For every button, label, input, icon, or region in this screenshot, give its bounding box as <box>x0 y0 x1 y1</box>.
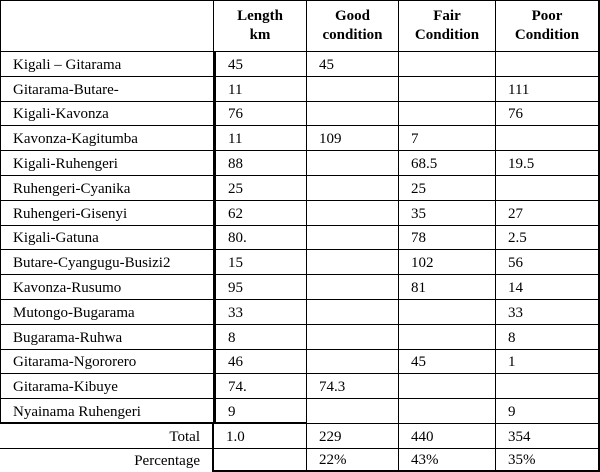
cell-fair: 7 <box>399 126 496 151</box>
cell-poor: 33 <box>496 300 600 325</box>
header-good <box>307 0 399 52</box>
header-poor-word: Poor <box>531 8 563 24</box>
cell-good <box>307 176 399 201</box>
header-blank <box>0 0 214 52</box>
cell-length: 74. <box>214 374 307 399</box>
cell-length: 11 <box>214 126 307 151</box>
cell-poor: 56 <box>496 250 600 275</box>
total-length: 1.0 <box>214 424 307 449</box>
cell-poor: 14 <box>496 275 600 300</box>
cell-poor <box>496 176 600 201</box>
cell-good <box>307 300 399 325</box>
cell-fair: 68.5 <box>399 151 496 176</box>
cell-poor: 1 <box>496 350 600 375</box>
cell-good <box>307 275 399 300</box>
cell-poor <box>496 374 600 399</box>
road-name: Mutongo-Bugarama <box>0 300 214 325</box>
road-name: Kavonza-Rusumo <box>0 275 214 300</box>
header-poor-word: Condition <box>514 27 580 43</box>
road-name: Gitarama-Kibuye <box>0 374 214 399</box>
cell-length: 88 <box>214 151 307 176</box>
cell-good <box>307 250 399 275</box>
cell-length: 80. <box>214 226 307 251</box>
cell-length: 33 <box>214 300 307 325</box>
cell-fair <box>399 52 496 77</box>
header-good-word: condition <box>322 27 383 43</box>
cell-good <box>307 102 399 127</box>
cell-length: 11 <box>214 77 307 102</box>
cell-good <box>307 151 399 176</box>
cell-poor <box>496 126 600 151</box>
total-good: 229 <box>307 424 399 449</box>
cell-length: 76 <box>214 102 307 127</box>
percentage-poor: 35% <box>496 449 600 472</box>
cell-good <box>307 325 399 350</box>
cell-good <box>307 350 399 375</box>
cell-length: 45 <box>214 52 307 77</box>
cell-fair <box>399 300 496 325</box>
road-name: Gitarama-Butare- <box>0 77 214 102</box>
cell-fair: 35 <box>399 201 496 226</box>
header-fair <box>399 0 496 52</box>
road-name: Kigali-Kavonza <box>0 102 214 127</box>
cell-poor: 27 <box>496 201 600 226</box>
header-length-word: Length <box>237 8 283 24</box>
cell-fair <box>399 102 496 127</box>
header-fair-word: Fair <box>433 8 461 24</box>
road-name: Bugarama-Ruhwa <box>0 325 214 350</box>
cell-fair: 45 <box>399 350 496 375</box>
total-poor: 354 <box>496 424 600 449</box>
cell-good <box>307 226 399 251</box>
cell-good: 45 <box>307 52 399 77</box>
cell-length: 95 <box>214 275 307 300</box>
cell-fair <box>399 77 496 102</box>
percentage-fair: 43% <box>399 449 496 472</box>
header-good-word: Good <box>334 8 370 24</box>
road-name: Kavonza-Kagitumba <box>0 126 214 151</box>
header-fair-word: Condition <box>414 27 480 43</box>
cell-fair: 102 <box>399 250 496 275</box>
cell-length: 62 <box>214 201 307 226</box>
percentage-label: Percentage <box>0 449 214 472</box>
cell-fair: 81 <box>399 275 496 300</box>
road-name: Gitarama-Ngororero <box>0 350 214 375</box>
cell-fair <box>399 374 496 399</box>
cell-poor: 2.5 <box>496 226 600 251</box>
cell-length: 25 <box>214 176 307 201</box>
road-name: Nyainama Ruhengeri <box>0 399 214 424</box>
cell-poor: 8 <box>496 325 600 350</box>
cell-length: 46 <box>214 350 307 375</box>
cell-poor: 9 <box>496 399 600 424</box>
road-name: Butare-Cyangugu-Busizi2 <box>0 250 214 275</box>
cell-poor: 19.5 <box>496 151 600 176</box>
cell-good <box>307 201 399 226</box>
total-label: Total <box>0 424 214 449</box>
cell-fair: 25 <box>399 176 496 201</box>
road-name: Kigali – Gitarama <box>0 52 214 77</box>
road-name: Ruhengeri-Cyanika <box>0 176 214 201</box>
cell-fair <box>399 325 496 350</box>
cell-poor <box>496 52 600 77</box>
road-name: Ruhengeri-Gisenyi <box>0 201 214 226</box>
cell-good: 109 <box>307 126 399 151</box>
cell-poor: 76 <box>496 102 600 127</box>
header-length-word: km <box>249 27 271 43</box>
cell-good <box>307 399 399 424</box>
cell-length: 9 <box>214 399 307 424</box>
cell-poor: 111 <box>496 77 600 102</box>
cell-fair <box>399 399 496 424</box>
total-fair: 440 <box>399 424 496 449</box>
cell-length: 15 <box>214 250 307 275</box>
cell-fair: 78 <box>399 226 496 251</box>
cell-length: 8 <box>214 325 307 350</box>
cell-good: 74.3 <box>307 374 399 399</box>
percentage-length <box>214 449 307 472</box>
road-name: Kigali-Gatuna <box>0 226 214 251</box>
road-name: Kigali-Ruhengeri <box>0 151 214 176</box>
percentage-good: 22% <box>307 449 399 472</box>
cell-good <box>307 77 399 102</box>
header-length <box>214 0 307 52</box>
header-poor <box>496 0 600 52</box>
